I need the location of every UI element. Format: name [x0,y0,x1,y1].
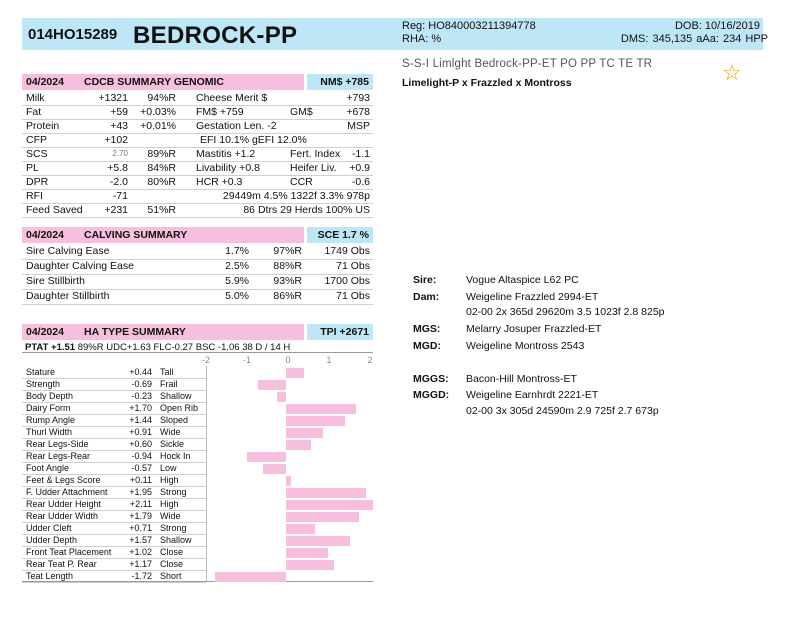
genomic-col3: Livability +0.8 [196,162,260,174]
type-trait-bar [286,404,356,414]
type-trait-desc: Tall [160,367,174,377]
genomic-col3: Mastitis +1.2 [196,148,256,160]
genomic-row-divider [22,217,373,218]
bull-id: 014HO15289 [28,26,118,43]
type-trait-name: Body Depth [26,391,74,401]
type-trait-value: -0.57 [131,463,152,473]
ptat-label: PTAT +1.51 [25,342,76,353]
type-trait-bar [286,536,350,546]
genomic-rel: 89%R [147,148,176,160]
type-trait-bar [277,392,286,402]
type-trait-value: -1.72 [131,571,152,581]
calving-trait: Sire Calving Ease [26,245,110,257]
genomic-row-divider [22,133,373,134]
genomic-col3: 86 Dtrs 29 Herds 100% US [243,204,370,216]
genomic-col5: -0.6 [351,176,370,188]
type-trait-value: +0.60 [129,439,152,449]
calving-section-bar [22,227,373,243]
type-date: 04/2024 [26,326,64,338]
calving-obs: 71 Obs [336,260,370,272]
genomic-trait: SCS [26,148,48,160]
type-trait-bar [258,380,286,390]
mgs-name: Melarry Josuper Frazzled-ET [466,323,602,335]
type-trait-bar [286,512,359,522]
type-trait-bar [286,368,304,378]
type-trait-value: +1.44 [129,415,152,425]
type-trait-bar [263,464,286,474]
sire-name: Vogue Altaspice L62 PC [466,274,579,286]
sce-value: SCE 1.7 % [307,227,373,243]
calving-trait: Daughter Calving Ease [26,260,134,272]
type-trait-bar [286,428,323,438]
calving-rel: 97%R [273,245,302,257]
type-row-divider [22,582,206,583]
genomic-col4: GM$ [290,106,313,118]
axis-tick-label: 0 [285,355,291,365]
type-trait-value: -0.23 [131,391,152,401]
tpi-value: TPI +2671 [307,324,373,340]
genomic-rel: 84%R [147,162,176,174]
type-trait-name: Rear Udder Height [26,499,102,509]
type-trait-value: -0.94 [131,451,152,461]
genomic-trait: Fat [26,106,42,118]
mgd-label: MGD: [413,340,441,352]
genomic-section-bar [22,74,373,90]
type-trait-desc: Hock In [160,451,191,461]
rha: RHA: % [402,33,442,45]
calving-rel: 88%R [273,260,302,272]
type-trait-name: Feet & Legs Score [26,475,101,485]
calving-title: CALVING SUMMARY [84,229,188,241]
calving-trait: Daughter Stillbirth [26,290,110,302]
type-trait-desc: High [160,475,179,485]
type-trait-desc: Strong [160,487,187,497]
genomic-col5: +793 [346,92,370,104]
type-trait-bar [215,572,286,582]
calving-obs: 71 Obs [336,290,370,302]
lineage-name: S-S-I Limlght Bedrock-PP-ET PO PP TC TE TR [402,58,653,70]
type-trait-value: -0.69 [131,379,152,389]
type-trait-bar [247,452,286,462]
genomic-col3: Cheese Merit $ [196,92,268,104]
calving-rel: 86%R [273,290,302,302]
type-trait-name: Teat Length [26,571,74,581]
type-trait-bar [286,488,366,498]
type-section-bar [22,324,373,340]
type-trait-value: +1.17 [129,559,152,569]
genomic-value: +59 [110,106,128,118]
date-of-birth: DOB: 10/16/2019 [674,20,760,32]
type-trait-value: +0.91 [129,427,152,437]
type-trait-name: Dairy Form [26,403,71,413]
genomic-rel: 51%R [147,204,176,216]
dms-aaa: DMS: 345,135 aAa: 234 HPP [620,33,768,45]
type-trait-desc: Wide [160,511,181,521]
mggd-record: 02-00 3x 305d 24590m 2.9 725f 2.7 673p [466,405,659,417]
type-trait-value: +1.70 [129,403,152,413]
genomic-col3: HCR +0.3 [196,176,243,188]
type-trait-name: Foot Angle [26,463,70,473]
genomic-value: +5.8 [107,162,128,174]
genomic-value: +43 [110,120,128,132]
type-trait-desc: Frail [160,379,178,389]
ptat-divider [22,352,373,353]
genomic-col3: Gestation Len. -2 [196,120,277,132]
type-trait-desc: Short [160,571,182,581]
type-trait-value: +0.44 [129,367,152,377]
genomic-col5: +678 [346,106,370,118]
registration: Reg: HO840003211394778 [402,20,536,32]
genomic-col3: 29449m 4.5% 1322f 3.3% 978p [222,190,370,202]
genomic-value: +102 [104,134,128,146]
axis-tick-label: -1 [242,355,251,365]
parents-line: Limelight-P x Frazzled x Montross [402,77,572,89]
type-trait-name: Front Teat Placement [26,547,112,557]
genomic-col5: +0.9 [349,162,370,174]
type-trait-value: +1.57 [129,535,152,545]
genomic-title: CDCB SUMMARY GENOMIC [84,76,225,88]
type-trait-bar [286,440,311,450]
genomic-title-box [22,74,304,90]
type-trait-desc: Shallow [160,391,192,401]
type-trait-name: Stature [26,367,56,377]
type-title-box [22,324,304,340]
type-trait-bar [286,476,291,486]
genomic-col3: FM$ +759 [196,106,244,118]
genomic-trait: DPR [26,176,49,188]
sire-label: Sire: [413,274,437,286]
genomic-value: -71 [112,190,128,202]
star-outline-icon[interactable]: ☆ [722,60,742,85]
dam-label: Dam: [413,291,440,303]
axis-tick-label: 2 [367,355,373,365]
type-trait-desc: Close [160,559,184,569]
calving-date: 04/2024 [26,229,64,241]
type-trait-value: +1.02 [129,547,152,557]
ptat-rest: 89%R UDC+1.63 FLC-0.27 BSC -1.06 38 D / 14 H [77,342,291,353]
genomic-trait: PL [26,162,39,174]
type-trait-name: Udder Cleft [26,523,72,533]
type-trait-value: +0.71 [129,523,152,533]
genomic-rel: +0.03% [140,106,176,118]
axis-left-line [206,366,207,582]
bull-name: BEDROCK-PP [133,22,298,49]
type-trait-value: +1.95 [129,487,152,497]
type-trait-name: Rear Teat P. Rear [26,559,97,569]
type-trait-value: +0.11 [129,475,152,485]
type-trait-name: Rump Angle [26,415,76,425]
genomic-trait: Protein [26,120,60,132]
mgs-label: MGS: [413,323,441,335]
type-trait-desc: Wide [160,427,181,437]
scs-value: 2.70 [112,149,128,158]
genomic-col5: MSP [347,120,370,132]
calving-value: 2.5% [225,260,249,272]
axis-tick-label: 1 [326,355,332,365]
calving-obs: 1700 Obs [324,275,370,287]
genomic-trait: Milk [26,92,45,104]
genomic-col3: EFI 10.1% gEFI 12.0% [200,134,307,146]
mggd-name: Weigeline Earnhrdt 2221-ET [466,389,599,401]
type-trait-bar [286,416,345,426]
nm-dollar: NM$ +785 [307,74,373,90]
mggd-label: MGGD: [413,389,450,401]
calving-trait: Sire Stillbirth [26,275,85,287]
genomic-col5: -1.1 [351,148,370,160]
genomic-value: +231 [104,204,128,216]
type-trait-desc: Sloped [160,415,189,425]
calving-value: 5.0% [225,290,249,302]
type-trait-name: Strength [26,379,61,389]
type-trait-name: Udder Depth [26,535,78,545]
genomic-col4: Heifer Liv. [290,162,337,174]
type-trait-desc: Open Rib [160,403,199,413]
genomic-col4: Fert. Index [290,148,341,160]
genomic-value: -2.0 [109,176,128,188]
genomic-rel: 80%R [147,176,176,188]
type-trait-value: +2.11 [129,499,152,509]
dam-record: 02-00 2x 365d 29620m 3.5 1023f 2.8 825p [466,306,665,318]
genomic-rel: +0.01% [140,120,176,132]
type-title: HA TYPE SUMMARY [84,326,186,338]
type-trait-name: F. Udder Attachment [26,487,108,497]
type-trait-desc: Close [160,547,184,557]
type-trait-bar [286,560,334,570]
calving-row-divider [22,304,373,305]
mggs-name: Bacon-Hill Montross-ET [466,373,577,385]
calving-value: 1.7% [225,245,249,257]
calving-value: 5.9% [225,275,249,287]
genomic-value: +1321 [98,92,128,104]
calving-rel: 93%R [273,275,302,287]
type-trait-desc: High [160,499,179,509]
mgd-name: Weigeline Montross 2543 [466,340,585,352]
type-trait-desc: Strong [160,523,187,533]
axis-tick-label: -2 [201,355,210,365]
type-trait-name: Rear Legs-Side [26,439,89,449]
type-trait-desc: Sickle [160,439,185,449]
mggs-label: MGGS: [413,373,449,385]
genomic-col4: CCR [290,176,313,188]
type-trait-value: +1.79 [129,511,152,521]
type-trait-bar [286,524,315,534]
genomic-trait: RFI [26,190,43,202]
type-trait-name: Rear Udder Width [26,511,99,521]
genomic-rel: 94%R [147,92,176,104]
calving-title-box [22,227,304,243]
type-trait-bar [286,500,373,510]
genomic-trait: CFP [26,134,47,146]
calving-obs: 1749 Obs [324,245,370,257]
type-trait-name: Rear Legs-Rear [26,451,91,461]
type-trait-name: Thurl Width [26,427,73,437]
genomic-date: 04/2024 [26,76,64,88]
genomic-trait: Feed Saved [26,204,83,216]
type-trait-desc: Shallow [160,535,192,545]
dam-name: Weigeline Frazzled 2994-ET [466,291,599,303]
type-trait-bar [286,548,328,558]
type-trait-desc: Low [160,463,177,473]
